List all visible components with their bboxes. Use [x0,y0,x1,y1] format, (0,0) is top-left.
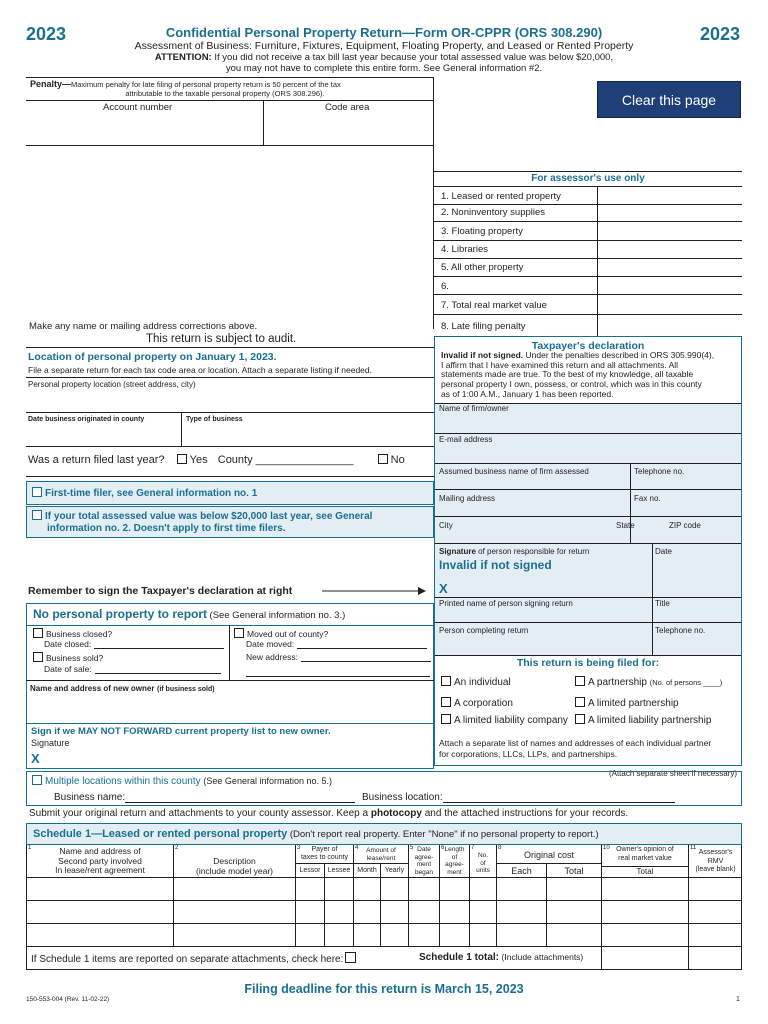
col-header-date-began: Date agree- ment began [414,846,434,876]
submit-note: Submit your original return and attachments to your county assessor. Keep a photocopy and the attached instructions for your records. [29,808,629,819]
new-address: New address: [246,652,431,662]
llc-checkbox[interactable] [441,714,451,724]
filing-deadline: Filing deadline for this return is March 15, 2023 [244,982,524,996]
col-number-1: 1 [28,845,32,851]
limited-partnership-checkbox[interactable] [575,697,585,707]
type-business-label: Type of business [186,416,243,423]
business-sold-checkbox[interactable] [33,652,43,662]
below-20000-line-1: If your total assessed value was below $20,000 last year, see General [32,510,372,522]
llp-checkbox[interactable] [575,714,585,724]
location-note: File a separate return for each tax code area or location. Attach a separate listing if needed. [28,365,372,375]
filed-for-limited-partnership: A limited partnership [575,697,679,709]
col-header-length: Length of agree- ment [444,846,465,876]
schedule-title: Schedule 1—Leased or rented personal property (Don't report real property. Enter "None" if no personal property to report.) [33,828,599,840]
assessor-row-2: 2. Noninventory supplies [441,207,546,218]
title-label: Title [655,599,670,608]
col-header-month: Month [357,867,377,874]
filed-for-corporation: A corporation [441,697,513,709]
col-number-11: 11 [690,845,697,851]
filed-for-title: This return is being filed for: [516,657,660,669]
year-left: 2023 [26,24,67,44]
assessor-row-1: 1. Leased or rented property [441,191,561,202]
telephone-label: Telephone no. [634,467,685,476]
filed-no-checkbox[interactable] [378,454,388,464]
form-number: 150-553-004 (Rev. 11-02-22) [26,996,110,1003]
col-number-8: 8 [498,845,502,851]
business-closed: Business closed? [33,628,112,639]
person-completing-label: Person completing return [439,626,529,635]
date-originated-label: Date business originated in county [28,416,145,423]
penalty-note-2: attributable to the taxable personal property (ORS 308.296). [125,89,325,98]
location-title: Location of personal property on January 1, 2023. [28,351,277,363]
assessor-row-6: 6. [441,281,449,292]
attach-check-note: If Schedule 1 items are reported on separate attachments, check here: [31,952,359,965]
no-property-title: No personal property to report (See General information no. 3.) [33,607,346,621]
col-header-each: Each [511,866,532,876]
col-number-5: 5 [410,845,414,851]
location-address-field[interactable] [28,390,430,410]
col-number-10: 10 [603,845,610,851]
date-moved: Date moved: [246,639,427,649]
year-right: 2023 [700,24,741,44]
col-number-4: 4 [355,845,359,851]
filed-yes-checkbox[interactable] [177,454,187,464]
assessor-title: For assessor's use only [531,173,645,184]
page-number: 1 [736,996,740,1003]
multiple-locations: Multiple locations within this county (See General information no. 5.) [32,775,332,787]
assessor-row-7: 7. Total real market value [441,300,547,311]
email-field[interactable] [439,444,737,461]
invalid-if-not-signed: Invalid if not signed [439,558,552,572]
col-header-description: Description (include model year) [195,856,273,876]
assessor-row-3: 3. Floating property [441,226,523,237]
email-label: E-mail address [439,435,493,444]
code-area-label: Code area [325,102,370,113]
date-label: Date [655,547,672,556]
account-number-label: Account number [103,102,173,113]
assessor-row-4: 4. Libraries [441,244,488,255]
col-header-lessee: Lessee [327,867,351,874]
account-number-field[interactable] [28,114,260,142]
name-address-field[interactable] [28,150,428,320]
table-row[interactable] [27,924,741,945]
new-owner-field[interactable] [30,694,430,720]
attention-line-1: ATTENTION: If you did not receive a tax bill last year because your total assessed value was below $20,000, [154,52,614,63]
filed-for-partnership: A partnership (No. of persons ____) [575,676,722,688]
business-sold: Business sold? [33,652,103,663]
filed-for-llp: A limited liability partnership [575,714,711,726]
first-time-filer: First-time filer, see General information no. 1 [32,487,257,499]
forward-signature-field[interactable] [46,748,426,766]
assumed-name-label: Assumed business name of firm assessed [439,467,589,476]
col-header-yearly: Yearly [384,867,405,874]
col-header-total: Total [564,866,584,876]
forward-signature-label: Signature [31,738,70,748]
date-of-sale: Date of sale: [44,664,221,674]
filed-last-year: Was a return filed last year? Yes County ________________ No [28,454,405,466]
table-row[interactable] [27,878,741,899]
printed-name-label: Printed name of person signing return [439,599,573,608]
firm-owner-label: Name of firm/owner [439,404,509,413]
zip-label: ZIP code [669,521,701,530]
corrections-note: Make any name or mailing address corrections above. [29,321,258,332]
col-header-payer: Payer of taxes to county [300,846,349,861]
schedule-total-label: Schedule 1 total: (Include attachments) [419,952,584,963]
attach-sheet-note: (Attach separate sheet if necessary) [608,769,737,778]
arrow-right-icon [322,586,426,596]
attention-line-2: you may not have to complete this entire form. See General information #2. [225,63,543,74]
clear-page-button[interactable]: Clear this page [597,81,741,118]
signature-label: Signature of person responsible for return [439,547,590,556]
form-title: Confidential Personal Property Return—Form OR-CPPR (ORS 308.290) [165,25,603,40]
forward-title: Sign if we MAY NOT FORWARD current property list to new owner. [31,726,331,737]
city-label: City [439,521,453,530]
below-20000-line-2: information no. 2. Doesn't apply to first time filers. [47,523,286,534]
declaration-text: Invalid if not signed. Under the penalties described in ORS 305.990(4), I affirm that I have examined this return and all attachments. All statements made are true. To the best of my knowledge, all taxable personal property I own, possess, or control, which was in this county as of 1:00 A.M., January 1 has been reported. [441,350,715,399]
remember-sign-note: Remember to sign the Taxpayer's declaration at right [28,585,293,597]
individual-checkbox[interactable] [441,676,451,686]
location-address-label: Personal property location (street address, city) [28,380,196,389]
col-header-assessor-rmv: Assessor's RMV (leave blank) [695,849,736,873]
filed-for-llc: A limited liability company [441,714,568,726]
mailing-label: Mailing address [439,494,496,503]
telephone-2-label: Telephone no. [655,626,706,635]
col-header-owner-total: Total [636,867,654,876]
penalty-note: Penalty—Maximum penalty for late filing of personal property return is 50 percent of the tax [30,79,341,89]
assessor-row-5: 5. All other property [441,262,524,273]
business-closed-checkbox[interactable] [33,628,43,638]
first-time-filer-checkbox[interactable] [32,487,42,497]
fax-label: Fax no. [634,494,661,503]
form-subtitle: Assessment of Business: Furniture, Fixtures, Equipment, Floating Property, and Leased or Rented Property [134,40,634,52]
state-label: State [616,521,635,530]
firm-owner-field[interactable] [439,413,737,431]
filed-for-individual: An individual [441,676,511,688]
col-header-original-cost: Original cost [523,850,575,860]
col-number-6: 6 [441,845,445,851]
col-number-3: 3 [297,845,301,851]
declaration-title: Taxpayer's declaration [531,340,645,352]
col-header-lessor: Lessor [299,867,321,874]
filed-for-attach-note: Attach a separate list of names and addresses of each individual partner for corporations, LLCs, LLPs, and partnerships. [439,738,712,759]
declaration-signature-field[interactable] [452,578,648,596]
new-owner-label: Name and address of new owner (if business sold) [30,684,215,693]
moved-out-checkbox[interactable] [234,628,244,638]
corporation-checkbox[interactable] [441,697,451,707]
schedule-total-field[interactable] [602,948,687,968]
col-number-7: 7 [471,845,475,851]
multiple-locations-checkbox[interactable] [32,775,42,785]
partnership-checkbox[interactable] [575,676,585,686]
col-number-2: 2 [175,845,179,851]
audit-note: This return is subject to audit. [146,333,297,345]
col-header-owner-opinion: Owner's opinion of real market value [616,846,674,862]
col-header-units: No. of units [476,852,490,874]
col-header-amount: Amount of lease/rent [366,847,396,862]
forward-x-mark: X [31,751,40,766]
table-row[interactable] [27,901,741,922]
business-name-line: Business name: [54,792,355,803]
assessor-row-8: 8. Late filing penalty [441,321,526,332]
below-20000-checkbox[interactable] [32,510,42,520]
date-closed: Date closed: [44,639,224,649]
code-area-field[interactable] [267,114,430,142]
business-location-line: Business location: [362,792,675,803]
declaration-x-mark: X [439,581,448,596]
moved-out: Moved out of county? [234,628,328,639]
col-header-name: Name and address of Second party involved In lease/rent agreement [55,846,145,875]
attachments-checkbox[interactable] [345,952,356,963]
